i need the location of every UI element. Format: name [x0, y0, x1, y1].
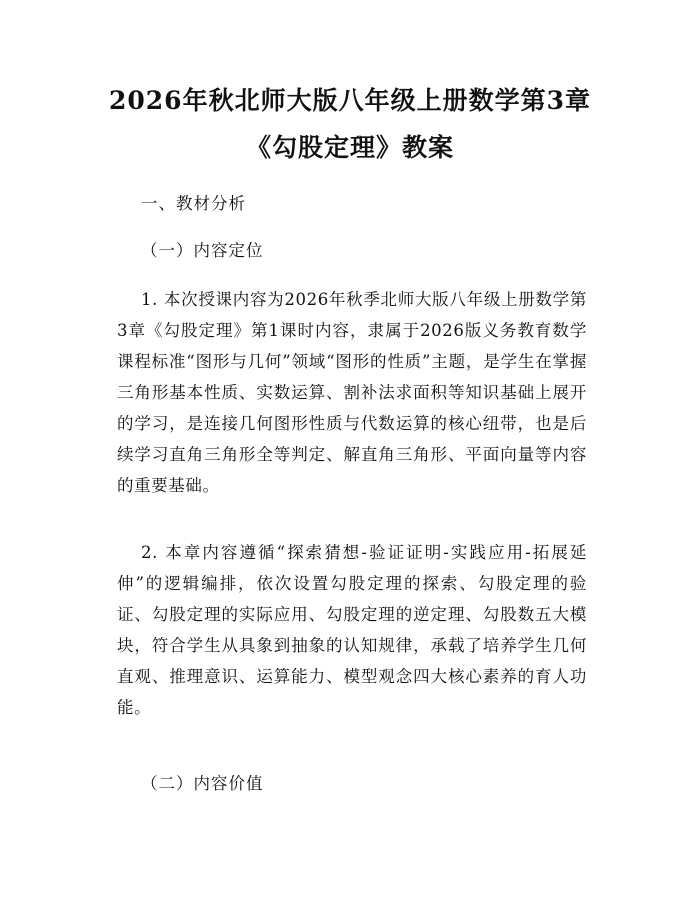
- subsection-heading-content-value: （二）内容价值: [141, 774, 264, 793]
- document-title-line-2: 《勾股定理》教案: [245, 133, 454, 162]
- paragraph-content-positioning: 1. 本次授课内容为2026年秋季北师大版八年级上册数学第3章《勾股定理》第1课时内容，隶属于2026版义务教育数学课程标准“图形与几何”领域“图形的性质”主题，是学生在掌握三角形基本性质、实数运算、割补法求面积等知识基础上展开的学习，是连接几何图形性质与代数运算的核心纽带，也是后续学习直角三角形全等判定、解直角三角形、平面向量等内容的重要基础。: [117, 290, 587, 495]
- document-title-line-1: 2026年秋北师大版八年级上册数学第3章: [109, 86, 591, 115]
- paragraph-chapter-structure: 2. 本章内容遵循“探索猜想-验证证明-实践应用-拓展延伸”的逻辑编排，依次设置勾股定理的探索、勾股定理的验证、勾股定理的实际应用、勾股定理的逆定理、勾股数五大模块，符合学生从具象到抽象的认知规律，承载了培养学生几何直观、推理意识、运算能力、模型观念四大核心素养的育人功能。: [117, 543, 587, 717]
- subsection-heading-content-positioning: （一）内容定位: [141, 241, 264, 260]
- section-heading-teaching-material-analysis: 一、教材分析: [141, 194, 246, 213]
